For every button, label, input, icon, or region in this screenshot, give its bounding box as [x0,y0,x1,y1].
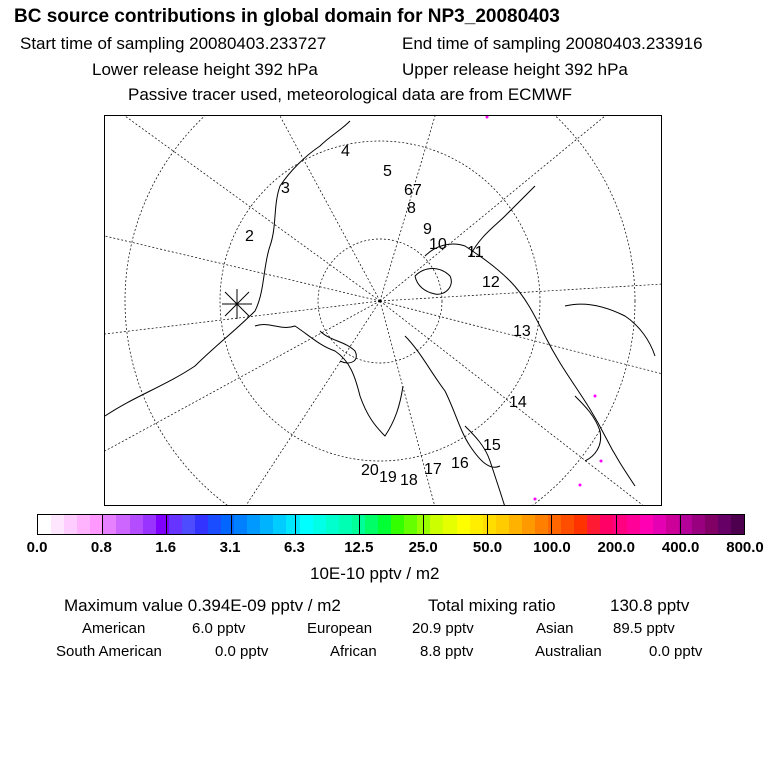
trajectory-label: 15 [483,437,501,454]
star-marker [222,289,252,319]
colorbar-cell [182,515,195,534]
upper-release-text: Upper release height 392 hPa [402,60,628,79]
meridian-line [245,301,380,506]
trajectory-label: 4 [341,143,350,160]
trajectory-label: 16 [451,455,469,472]
coastline-okhotsk [565,304,655,356]
trajectory-label: 9 [423,221,432,238]
colorbar-separator [231,515,232,534]
colorbar-separator [359,515,360,534]
colorbar-separator [487,515,488,534]
colorbar-cell [130,515,143,534]
coastlines [105,121,655,506]
colorbar-tick-label: 400.0 [661,539,700,556]
start-sampling-text: Start time of sampling 20080403.233727 [20,34,327,53]
region-value: 8.8 pptv [420,643,474,660]
colorbar-cell [273,515,286,534]
trajectory-label: 12 [482,274,500,291]
trajectory-label: 11 [467,244,484,261]
colorbar-cell [731,515,744,534]
colorbar-cell [509,515,522,534]
colorbar-tick-label: 200.0 [597,539,636,556]
total-mixing-label: Total mixing ratio [428,596,556,615]
trajectory-label: 18 [400,472,418,489]
colorbar-cell [692,515,705,534]
region-value: 6.0 pptv [192,620,246,637]
colorbar-cell [169,515,182,534]
colorbar-tick-label: 100.0 [533,539,571,556]
region-name: American [82,620,146,637]
region-value: 0.0 pptv [215,643,269,660]
colorbar-cell [143,515,156,534]
region-name: European [307,620,373,637]
coastline-arctic-island [415,269,451,295]
colorbar-separator [616,515,617,534]
colorbar-cell [522,515,535,534]
colorbar-cell [208,515,221,534]
colorbar-cell [548,515,561,534]
colorbar-separator [166,515,167,534]
colorbar-cell [286,515,299,534]
colorbar-cell [326,515,339,534]
trajectory-label: 8 [407,200,416,217]
colorbar-cell [38,515,51,534]
colorbar-cell [365,515,378,534]
colorbar-cell [378,515,391,534]
tracer-dots [486,116,603,501]
colorbar-tick-label: 25.0 [408,539,438,556]
colorbar-cell [640,515,653,534]
colorbar-cell [313,515,326,534]
colorbar [37,514,745,535]
colorbar-tick-label: 0.0 [26,539,48,556]
colorbar-cell [430,515,443,534]
trajectory-label: 5 [383,163,392,180]
colorbar-cell [103,515,116,534]
trajectory-label: 3 [281,180,290,197]
region-value: 89.5 pptv [613,620,675,637]
colorbar-cell [247,515,260,534]
colorbar-tick-label: 0.8 [90,539,112,556]
colorbar-tick-label: 12.5 [344,539,374,556]
total-mixing-value: 130.8 pptv [610,596,690,615]
coastline-north-america [105,121,350,416]
colorbar-cell [64,515,77,534]
meridian-line [380,284,662,301]
meridian-line [280,116,380,301]
colorbar-cell [587,515,600,534]
region-name: South American [56,643,162,660]
coastline-siberia [425,244,635,486]
colorbar-cell [653,515,666,534]
meridian-line [105,236,380,301]
colorbar-tick-label: 1.6 [155,539,177,556]
trajectory-labels [245,143,531,489]
coastline-greenland [255,325,403,436]
map-svg [105,116,662,506]
colorbar-cell [600,515,613,534]
polar-map-panel [104,115,662,506]
trajectory-label: 10 [429,236,447,253]
colorbar-cell [496,515,509,534]
trajectory-label: 17 [424,461,442,478]
max-value-text: Maximum value 0.394E-09 pptv / m2 [64,596,341,615]
colorbar-tick-label: 800.0 [726,539,764,556]
meridian-line [105,301,380,334]
colorbar-cell [443,515,456,534]
end-sampling-text: End time of sampling 20080403.233916 [402,34,703,53]
plot-title: BC source contributions in global domain for NP3_20080403 [14,6,560,27]
colorbar-cell [77,515,90,534]
colorbar-cell [574,515,587,534]
lower-release-text: Lower release height 392 hPa [92,60,318,79]
colorbar-cell [234,515,247,534]
colorbar-separator [680,515,681,534]
colorbar-cell [116,515,129,534]
colorbar-cell [666,515,679,534]
colorbar-unit-label: 10E-10 pptv / m2 [310,564,440,583]
region-value: 20.9 pptv [412,620,474,637]
region-name: Australian [535,643,602,660]
colorbar-tick-label: 50.0 [472,539,503,556]
trajectory-label: 67 [404,182,422,199]
colorbar-cell [627,515,640,534]
colorbar-cell [260,515,273,534]
colorbar-separator [423,515,424,534]
colorbar-cell [51,515,64,534]
colorbar-cell [300,515,313,534]
region-name: Asian [536,620,574,637]
colorbar-cell [195,515,208,534]
trajectory-label: 13 [513,323,531,340]
colorbar-cell [457,515,470,534]
colorbar-cell [339,515,352,534]
colorbar-cell [404,515,417,534]
colorbar-cell [221,515,234,534]
trajectory-label: 19 [379,469,397,486]
colorbar-separator [551,515,552,534]
colorbar-cell [705,515,718,534]
trajectory-label: 20 [361,462,379,479]
colorbar-cell [391,515,404,534]
tracer-note-text: Passive tracer used, meteorological data are from ECMWF [128,85,573,104]
colorbar-cell [470,515,483,534]
colorbar-separator [295,515,296,534]
region-value: 0.0 pptv [649,643,703,660]
colorbar-tick-label: 6.3 [284,539,305,556]
colorbar-cell [718,515,731,534]
latitude-circle [125,116,635,506]
trajectory-label: 2 [245,228,254,245]
colorbar-cell [535,515,548,534]
colorbar-separator [102,515,103,534]
colorbar-tick-label: 3.1 [219,539,241,556]
colorbar-cell [561,515,574,534]
region-name: African [330,643,377,660]
trajectory-label: 14 [509,394,527,411]
colorbar-cell [483,515,496,534]
